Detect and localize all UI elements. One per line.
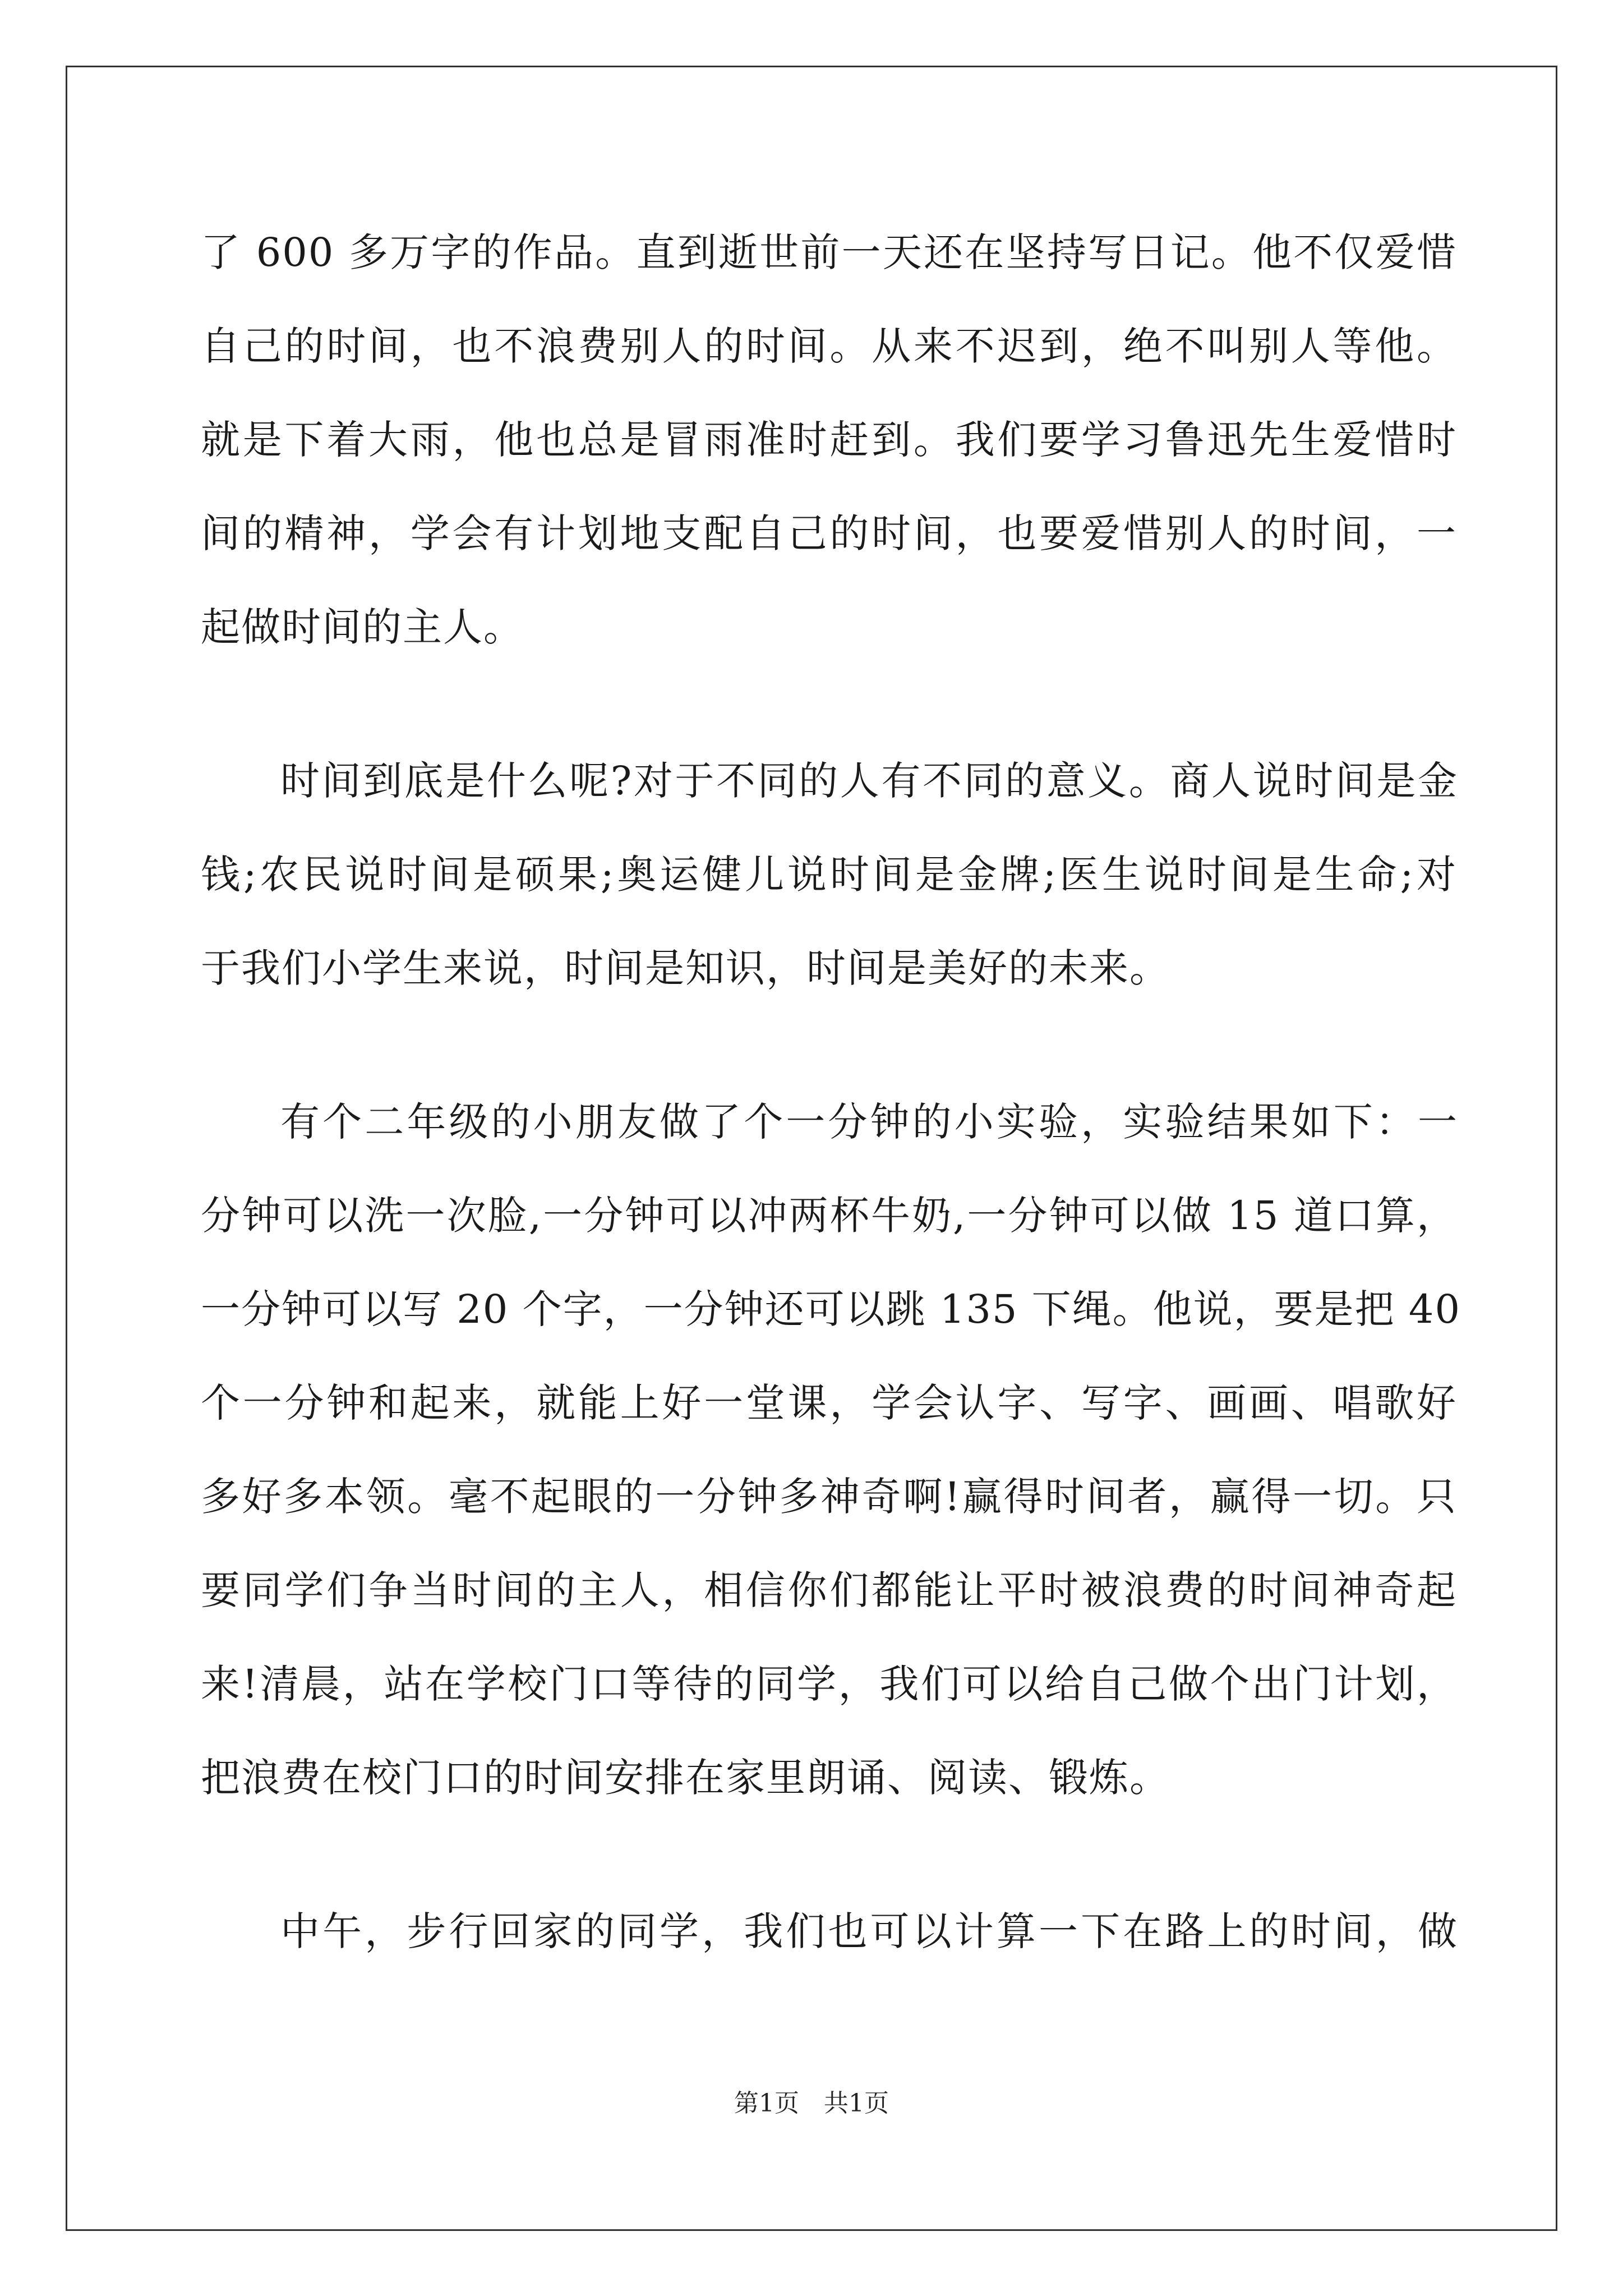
paragraph-line: 自己的时间，也不浪费别人的时间。从来不迟到，绝不叫别人等他。 bbox=[201, 323, 1457, 369]
page-number-footer: 第1页 共1页 bbox=[734, 2089, 889, 2118]
paragraph-line: 钱;农民说时间是硕果;奥运健儿说时间是金牌;医生说时间是生命;对 bbox=[201, 852, 1457, 898]
paragraph-line: 多好多本领。毫不起眼的一分钟多神奇啊!赢得时间者，赢得一切。只 bbox=[201, 1474, 1457, 1520]
paragraph-line: 时间到底是什么呢?对于不同的人有不同的意义。商人说时间是金 bbox=[280, 758, 1458, 804]
paragraph-line: 间的精神，学会有计划地支配自己的时间，也要爱惜别人的时间，一 bbox=[201, 510, 1457, 556]
paragraph-line: 了 600 多万字的作品。直到逝世前一天还在坚持写日记。他不仅爱惜 bbox=[201, 229, 1457, 275]
paragraph-line: 分钟可以洗一次脸,一分钟可以冲两杯牛奶,一分钟可以做 15 道口算， bbox=[201, 1193, 1457, 1239]
paragraph-line: 要同学们争当时间的主人，相信你们都能让平时被浪费的时间神奇起 bbox=[201, 1567, 1457, 1613]
paragraph-line: 把浪费在校门口的时间安排在家里朗诵、阅读、锻炼。 bbox=[201, 1755, 1170, 1801]
paragraph-line: 就是下着大雨，他也总是冒雨准时赶到。我们要学习鲁迅先生爱惜时 bbox=[201, 417, 1457, 463]
paragraph-line: 个一分钟和起来，就能上好一堂课，学会认字、写字、画画、唱歌好 bbox=[201, 1380, 1457, 1426]
paragraph-line: 来!清晨，站在学校门口等待的同学，我们可以给自己做个出门计划， bbox=[201, 1661, 1457, 1707]
paragraph-line: 于我们小学生来说，时间是知识，时间是美好的未来。 bbox=[201, 945, 1170, 991]
paragraph-line: 有个二年级的小朋友做了个一分钟的小实验，实验结果如下：一 bbox=[280, 1099, 1458, 1145]
paragraph-line: 起做时间的主人。 bbox=[201, 604, 524, 650]
paragraph-line: 中午，步行回家的同学，我们也可以计算一下在路上的时间，做 bbox=[280, 1908, 1458, 1954]
paragraph-line: 一分钟可以写 20 个字，一分钟还可以跳 135 下绳。他说，要是把 40 bbox=[201, 1286, 1461, 1332]
